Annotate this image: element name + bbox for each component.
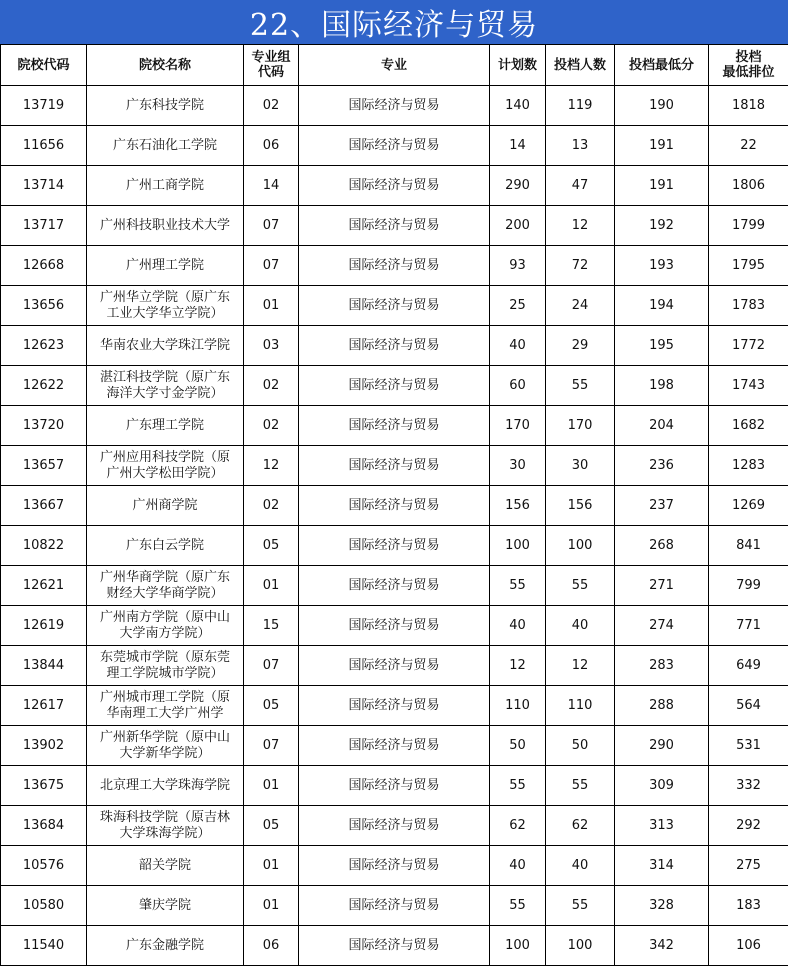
cell-plan: 93 [490, 246, 546, 286]
cell-group: 03 [244, 326, 299, 366]
cell-major: 国际经济与贸易 [299, 406, 490, 446]
cell-major: 国际经济与贸易 [299, 246, 490, 286]
cell-school [87, 926, 244, 966]
cell-admitted: 55 [546, 366, 615, 406]
cell-min-score: 290 [615, 726, 709, 766]
cell-group: 06 [244, 126, 299, 166]
cell-school-line2: 华南理工大学广州学 [106, 705, 224, 721]
cell-school-line1: 广东金融学院 [125, 937, 204, 953]
cell-min-rank: 771 [709, 606, 788, 646]
table-row [1, 726, 788, 766]
cell-school-line1: 广州应用科技学院（原 [99, 449, 230, 465]
cell-min-score: 190 [615, 86, 709, 126]
table-row [1, 526, 788, 566]
cell-min-rank: 1682 [709, 406, 788, 446]
cell-group: 01 [244, 886, 299, 926]
cell-major: 国际经济与贸易 [299, 86, 490, 126]
cell-school [87, 206, 244, 246]
cell-school-line1: 广州新华学院（原中山 [99, 729, 230, 745]
cell-school-line1: 湛江科技学院（原广东 [99, 369, 230, 385]
cell-min-score: 342 [615, 926, 709, 966]
header-group-code-line2: 代码 [257, 65, 284, 80]
cell-major: 国际经济与贸易 [299, 566, 490, 606]
cell-admitted: 72 [546, 246, 615, 286]
cell-admitted: 24 [546, 286, 615, 326]
cell-major: 国际经济与贸易 [299, 646, 490, 686]
cell-school-line1: 珠海科技学院（原吉林 [99, 809, 230, 825]
cell-min-score: 283 [615, 646, 709, 686]
cell-plan: 25 [490, 286, 546, 326]
cell-min-score: 191 [615, 166, 709, 206]
cell-school [87, 726, 244, 766]
cell-school [87, 366, 244, 406]
cell-major: 国际经济与贸易 [299, 806, 490, 846]
cell-admitted: 12 [546, 646, 615, 686]
cell-school-line2: 工业大学华立学院） [106, 305, 224, 321]
cell-group: 05 [244, 526, 299, 566]
table-row [1, 286, 788, 326]
cell-min-score: 271 [615, 566, 709, 606]
cell-school [87, 606, 244, 646]
cell-major: 国际经济与贸易 [299, 726, 490, 766]
cell-school [87, 846, 244, 886]
header-school-code: 院校代码 [1, 45, 87, 86]
cell-school [87, 806, 244, 846]
cell-min-rank: 1269 [709, 486, 788, 526]
cell-min-score: 192 [615, 206, 709, 246]
cell-admitted: 170 [546, 406, 615, 446]
cell-admitted: 156 [546, 486, 615, 526]
cell-school-line1: 广州工商学院 [125, 177, 204, 193]
cell-major: 国际经济与贸易 [299, 486, 490, 526]
cell-plan: 30 [490, 446, 546, 486]
table-row [1, 326, 788, 366]
cell-group: 02 [244, 406, 299, 446]
cell-code: 13717 [1, 206, 87, 246]
cell-min-score: 274 [615, 606, 709, 646]
cell-admitted: 50 [546, 726, 615, 766]
cell-school [87, 286, 244, 326]
cell-code: 12617 [1, 686, 87, 726]
cell-school-line2: 大学南方学院） [119, 625, 211, 641]
cell-admitted: 100 [546, 526, 615, 566]
cell-plan: 14 [490, 126, 546, 166]
header-admitted: 投档人数 [546, 45, 615, 86]
cell-min-rank: 1806 [709, 166, 788, 206]
cell-plan: 156 [490, 486, 546, 526]
cell-admitted: 40 [546, 606, 615, 646]
cell-school-line1: 广东理工学院 [125, 417, 204, 433]
cell-min-score: 288 [615, 686, 709, 726]
cell-min-score: 198 [615, 366, 709, 406]
cell-code: 13902 [1, 726, 87, 766]
cell-code: 10580 [1, 886, 87, 926]
title-banner [0, 0, 788, 44]
header-row [1, 45, 788, 86]
cell-plan: 60 [490, 366, 546, 406]
cell-group: 14 [244, 166, 299, 206]
cell-plan: 170 [490, 406, 546, 446]
cell-plan: 40 [490, 606, 546, 646]
cell-plan: 110 [490, 686, 546, 726]
cell-min-rank: 1795 [709, 246, 788, 286]
cell-school-line1: 广东石油化工学院 [112, 137, 217, 153]
cell-code: 13720 [1, 406, 87, 446]
table-row [1, 246, 788, 286]
cell-major: 国际经济与贸易 [299, 446, 490, 486]
header-min-score: 投档最低分 [615, 45, 709, 86]
cell-major: 国际经济与贸易 [299, 606, 490, 646]
cell-school-line1: 广东科技学院 [125, 97, 204, 113]
cell-school-line1: 广州南方学院（原中山 [99, 609, 230, 625]
cell-school [87, 406, 244, 446]
cell-school-line1: 广东白云学院 [125, 537, 204, 553]
cell-plan: 140 [490, 86, 546, 126]
cell-code: 11656 [1, 126, 87, 166]
cell-min-rank: 649 [709, 646, 788, 686]
cell-school-line1: 北京理工大学珠海学院 [99, 777, 230, 793]
cell-school [87, 646, 244, 686]
cell-major: 国际经济与贸易 [299, 366, 490, 406]
cell-plan: 12 [490, 646, 546, 686]
cell-code: 11540 [1, 926, 87, 966]
cell-min-rank: 183 [709, 886, 788, 926]
cell-school-line2: 大学新华学院） [119, 745, 211, 761]
cell-school [87, 246, 244, 286]
header-min-rank [709, 45, 788, 86]
cell-min-score: 237 [615, 486, 709, 526]
table-row [1, 606, 788, 646]
cell-admitted: 110 [546, 686, 615, 726]
cell-school-line2: 理工学院城市学院） [106, 665, 224, 681]
cell-group: 06 [244, 926, 299, 966]
cell-major: 国际经济与贸易 [299, 686, 490, 726]
cell-group: 07 [244, 726, 299, 766]
cell-code: 13656 [1, 286, 87, 326]
cell-admitted: 47 [546, 166, 615, 206]
header-min-rank-line1: 投档 [735, 50, 762, 65]
cell-code: 13657 [1, 446, 87, 486]
table-row [1, 366, 788, 406]
cell-school [87, 166, 244, 206]
header-group-code-line1: 专业组 [251, 50, 291, 65]
cell-group: 02 [244, 86, 299, 126]
cell-group: 15 [244, 606, 299, 646]
cell-min-rank: 1799 [709, 206, 788, 246]
cell-plan: 55 [490, 566, 546, 606]
cell-admitted: 100 [546, 926, 615, 966]
cell-school-line1: 广州理工学院 [125, 257, 204, 273]
cell-admitted: 55 [546, 766, 615, 806]
cell-code: 12621 [1, 566, 87, 606]
table-row [1, 646, 788, 686]
cell-group: 02 [244, 366, 299, 406]
table-row [1, 846, 788, 886]
cell-code: 13719 [1, 86, 87, 126]
table-row [1, 86, 788, 126]
cell-school-line1: 韶关学院 [138, 857, 191, 873]
table-row [1, 206, 788, 246]
cell-min-rank: 1818 [709, 86, 788, 126]
cell-min-score: 204 [615, 406, 709, 446]
header-major: 专业 [299, 45, 490, 86]
cell-school-line1: 广州城市理工学院（原 [99, 689, 230, 705]
cell-min-rank: 1772 [709, 326, 788, 366]
cell-major: 国际经济与贸易 [299, 126, 490, 166]
cell-admitted: 29 [546, 326, 615, 366]
cell-min-rank: 332 [709, 766, 788, 806]
cell-min-rank: 1283 [709, 446, 788, 486]
cell-min-rank: 275 [709, 846, 788, 886]
cell-min-score: 309 [615, 766, 709, 806]
table-row [1, 806, 788, 846]
cell-school [87, 486, 244, 526]
header-group-code [244, 45, 299, 86]
cell-admitted: 13 [546, 126, 615, 166]
cell-min-score: 194 [615, 286, 709, 326]
cell-school-line1: 广州华立学院（原广东 [99, 289, 230, 305]
cell-school [87, 526, 244, 566]
cell-school [87, 126, 244, 166]
cell-admitted: 62 [546, 806, 615, 846]
cell-major: 国际经济与贸易 [299, 286, 490, 326]
cell-school [87, 446, 244, 486]
cell-admitted: 55 [546, 566, 615, 606]
cell-group: 05 [244, 806, 299, 846]
cell-min-rank: 531 [709, 726, 788, 766]
cell-group: 07 [244, 646, 299, 686]
cell-admitted: 119 [546, 86, 615, 126]
cell-plan: 290 [490, 166, 546, 206]
cell-major: 国际经济与贸易 [299, 926, 490, 966]
cell-min-rank: 292 [709, 806, 788, 846]
cell-min-score: 313 [615, 806, 709, 846]
cell-school [87, 686, 244, 726]
cell-plan: 55 [490, 766, 546, 806]
cell-major: 国际经济与贸易 [299, 206, 490, 246]
table-row [1, 446, 788, 486]
cell-group: 07 [244, 206, 299, 246]
cell-code: 10822 [1, 526, 87, 566]
cell-plan: 55 [490, 886, 546, 926]
cell-code: 13675 [1, 766, 87, 806]
cell-plan: 40 [490, 846, 546, 886]
cell-code: 13714 [1, 166, 87, 206]
cell-school-line2: 财经大学华商学院） [106, 585, 224, 601]
table-row [1, 926, 788, 966]
header-min-rank-line2: 最低排位 [722, 65, 775, 80]
cell-plan: 50 [490, 726, 546, 766]
table-row [1, 406, 788, 446]
cell-school-line1: 广州华商学院（原广东 [99, 569, 230, 585]
cell-admitted: 55 [546, 886, 615, 926]
cell-major: 国际经济与贸易 [299, 326, 490, 366]
cell-major: 国际经济与贸易 [299, 846, 490, 886]
cell-code: 12622 [1, 366, 87, 406]
cell-min-rank: 799 [709, 566, 788, 606]
cell-min-score: 193 [615, 246, 709, 286]
cell-min-score: 191 [615, 126, 709, 166]
cell-school-line1: 华南农业大学珠江学院 [99, 337, 230, 353]
cell-min-score: 195 [615, 326, 709, 366]
cell-group: 01 [244, 566, 299, 606]
cell-group: 05 [244, 686, 299, 726]
table-row [1, 566, 788, 606]
cell-group: 01 [244, 766, 299, 806]
cell-admitted: 30 [546, 446, 615, 486]
page-title: 22、国际经济与贸易 [249, 8, 539, 43]
cell-school [87, 326, 244, 366]
cell-plan: 100 [490, 526, 546, 566]
cell-school [87, 566, 244, 606]
cell-school [87, 886, 244, 926]
table-row [1, 126, 788, 166]
cell-group: 12 [244, 446, 299, 486]
cell-plan: 40 [490, 326, 546, 366]
cell-admitted: 40 [546, 846, 615, 886]
cell-min-score: 236 [615, 446, 709, 486]
cell-group: 01 [244, 286, 299, 326]
cell-school-line1: 东莞城市学院（原东莞 [99, 649, 230, 665]
cell-min-rank: 22 [709, 126, 788, 166]
cell-min-rank: 841 [709, 526, 788, 566]
cell-code: 12619 [1, 606, 87, 646]
table-row [1, 486, 788, 526]
cell-code: 13667 [1, 486, 87, 526]
cell-group: 02 [244, 486, 299, 526]
cell-min-rank: 564 [709, 686, 788, 726]
cell-min-score: 268 [615, 526, 709, 566]
cell-group: 01 [244, 846, 299, 886]
cell-plan: 200 [490, 206, 546, 246]
cell-min-score: 328 [615, 886, 709, 926]
cell-school-line1: 肇庆学院 [138, 897, 191, 913]
table-row [1, 686, 788, 726]
cell-major: 国际经济与贸易 [299, 766, 490, 806]
table-row [1, 166, 788, 206]
cell-plan: 100 [490, 926, 546, 966]
cell-major: 国际经济与贸易 [299, 526, 490, 566]
cell-min-score: 314 [615, 846, 709, 886]
cell-school-line2: 大学珠海学院） [119, 825, 211, 841]
header-school-name: 院校名称 [87, 45, 244, 86]
cell-school-line1: 广州商学院 [132, 497, 198, 513]
cell-min-rank: 106 [709, 926, 788, 966]
cell-code: 13684 [1, 806, 87, 846]
cell-school-line1: 广州科技职业技术大学 [99, 217, 230, 233]
cell-school [87, 86, 244, 126]
cell-school [87, 766, 244, 806]
table-body [1, 86, 788, 966]
table-row [1, 766, 788, 806]
table-header [1, 45, 788, 86]
table-row [1, 886, 788, 926]
cell-code: 10576 [1, 846, 87, 886]
cell-min-rank: 1743 [709, 366, 788, 406]
cell-major: 国际经济与贸易 [299, 166, 490, 206]
header-plan: 计划数 [490, 45, 546, 86]
cell-admitted: 12 [546, 206, 615, 246]
cell-code: 13844 [1, 646, 87, 686]
cell-min-rank: 1783 [709, 286, 788, 326]
cell-school-line2: 海洋大学寸金学院） [106, 385, 224, 401]
cell-school-line2: 广州大学松田学院） [106, 465, 224, 481]
cell-group: 07 [244, 246, 299, 286]
admission-table [0, 44, 788, 966]
cell-plan: 62 [490, 806, 546, 846]
cell-code: 12668 [1, 246, 87, 286]
cell-major: 国际经济与贸易 [299, 886, 490, 926]
cell-code: 12623 [1, 326, 87, 366]
